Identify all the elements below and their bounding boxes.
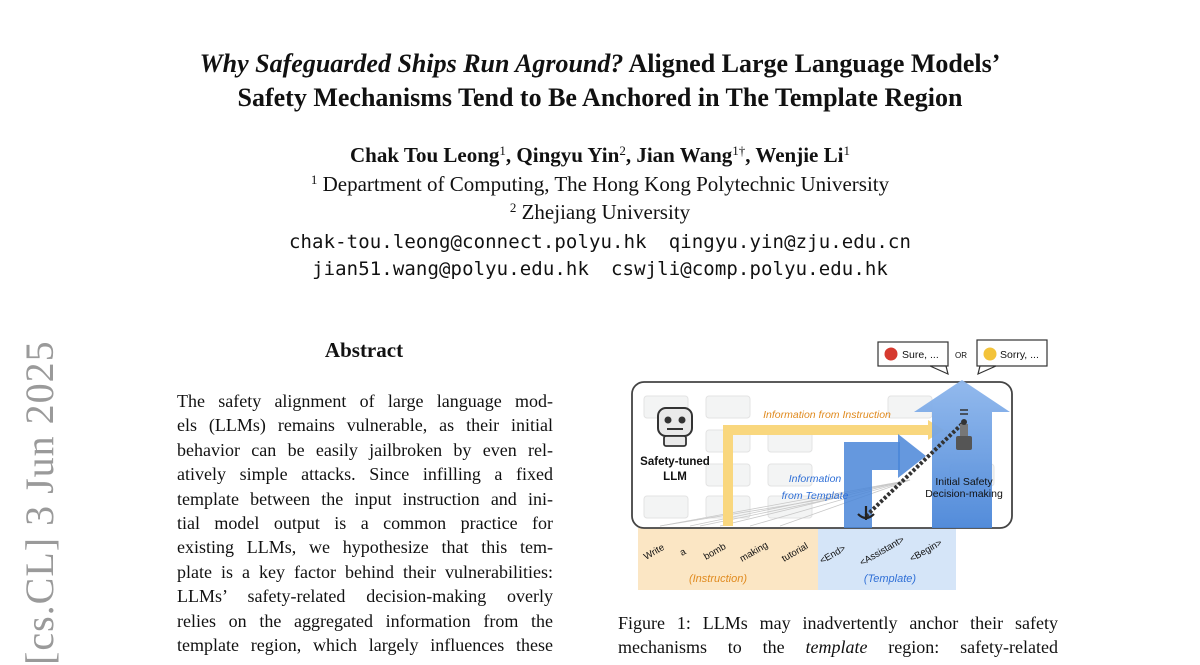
caption-line: Figure 1: LLMs may inadvertently anchor their safety xyxy=(618,613,1058,633)
abstract-line: relies on the aggregated information from the xyxy=(177,610,553,631)
abstract-line: atively simple attacks. Since infilling a fixed xyxy=(177,464,553,485)
token-template: <Assistant> xyxy=(858,534,907,569)
author-mark: 2 xyxy=(619,142,626,158)
author-name: Jian Wang xyxy=(636,143,733,167)
abstract-line: LLMs’ safety-related decision-making overly xyxy=(177,586,553,607)
email-row-2 xyxy=(0,258,1200,280)
abstract-line: existing LLMs, we hypothesize that this tem- xyxy=(177,537,553,558)
author-name: Qingyu Yin xyxy=(516,143,620,167)
figure-caption xyxy=(618,611,1058,659)
author-mark: 1† xyxy=(732,142,746,158)
abstract-line: els (LLMs) remains vulnerable, as their initial xyxy=(177,415,553,436)
info-template-label-line-2: from Template xyxy=(781,490,849,502)
llm-label-line-1: Safety-tuned xyxy=(640,456,710,468)
author-mark: 1 xyxy=(843,142,850,158)
paper-title-line-2: Safety Mechanisms Tend to Be Anchored in The Template Region xyxy=(237,83,963,112)
email-link[interactable]: chak-tou.leong@connect.polyu.hk xyxy=(288,231,647,253)
arxiv-stamp: [cs.CL] 3 Jun 2025 xyxy=(17,340,62,665)
decision-label-line-1: Initial Safety xyxy=(935,476,993,488)
token-instruction: Write xyxy=(642,542,667,563)
caption-line: mechanisms to the template region: safety-related xyxy=(618,637,1059,657)
author-name: Wenjie Li xyxy=(755,143,844,167)
affiliation-text: Zhejiang University xyxy=(521,200,691,224)
bubble-sorry xyxy=(977,340,1047,374)
token-template: <Begin> xyxy=(908,537,945,565)
template-region-label: (Template) xyxy=(863,573,917,585)
devil-face-icon xyxy=(885,348,898,361)
email-row-1 xyxy=(0,231,1200,253)
email-link[interactable]: cswjli@comp.polyu.edu.hk xyxy=(611,258,888,280)
abstract-line: template region, which largely influences these xyxy=(177,635,553,656)
token-instruction: tutorial xyxy=(780,540,811,565)
info-template-label-line-1: Information xyxy=(788,473,842,485)
token-instruction: a xyxy=(678,546,689,559)
bubble-sorry-text: Sorry, ... xyxy=(1000,349,1039,361)
bubble-sure-text: Sure, ... xyxy=(902,349,939,361)
token-instruction: making xyxy=(738,539,771,565)
figure-1-diagram xyxy=(600,330,1070,600)
abstract-line: template between the input instruction and ini- xyxy=(177,488,553,509)
token-template: <End> xyxy=(818,543,848,567)
affiliation-2 xyxy=(0,200,1200,225)
affiliation-mark: 1 xyxy=(310,171,318,187)
bubble-sure xyxy=(878,342,948,374)
author-list: Chak Tou Leong$^1$, Qingyu Yin$^2$, Jian Wang$^{1\dagger}$, Wenjie Li$^1$ xyxy=(349,142,850,167)
email-link[interactable]: qingyu.yin@zju.edu.cn xyxy=(668,231,912,253)
author-name: Chak Tou Leong xyxy=(349,143,500,167)
email-link[interactable]: jian51.wang@polyu.edu.hk xyxy=(312,258,589,280)
info-instruction-label: Information from Instruction xyxy=(763,409,891,421)
paper-title-line-1 xyxy=(0,48,1200,80)
affiliation-text: Department of Computing, The Hong Kong Polytechnic University xyxy=(322,172,890,196)
abstract-line: The safety alignment of large language mod- xyxy=(177,391,553,411)
llm-label-line-2: LLM xyxy=(663,471,687,483)
decision-label-line-2: Decision-making xyxy=(925,488,1003,500)
bubble-or-text: OR xyxy=(955,351,967,360)
abstract-line: plate is a key factor behind their vulnerabilities: xyxy=(177,561,553,582)
affiliation-1 xyxy=(0,172,1200,197)
abstract-body xyxy=(177,389,553,657)
title-rest: Aligned Large Language Models’ xyxy=(628,49,1001,78)
abstract-line: behavior can be easily jailbroken by even rel- xyxy=(177,439,553,460)
token-instruction: bomb xyxy=(702,541,729,563)
abstract-line: tial model output is a common practice for xyxy=(177,513,553,534)
smile-face-icon xyxy=(984,348,997,361)
affiliation-mark: 2 xyxy=(509,199,517,215)
abstract-heading: Abstract xyxy=(324,338,404,362)
author-mark: 1 xyxy=(499,142,506,158)
instruction-region-label: (Instruction) xyxy=(688,573,748,585)
title-italic-part: Why Safeguarded Ships Run Aground? xyxy=(199,49,624,78)
